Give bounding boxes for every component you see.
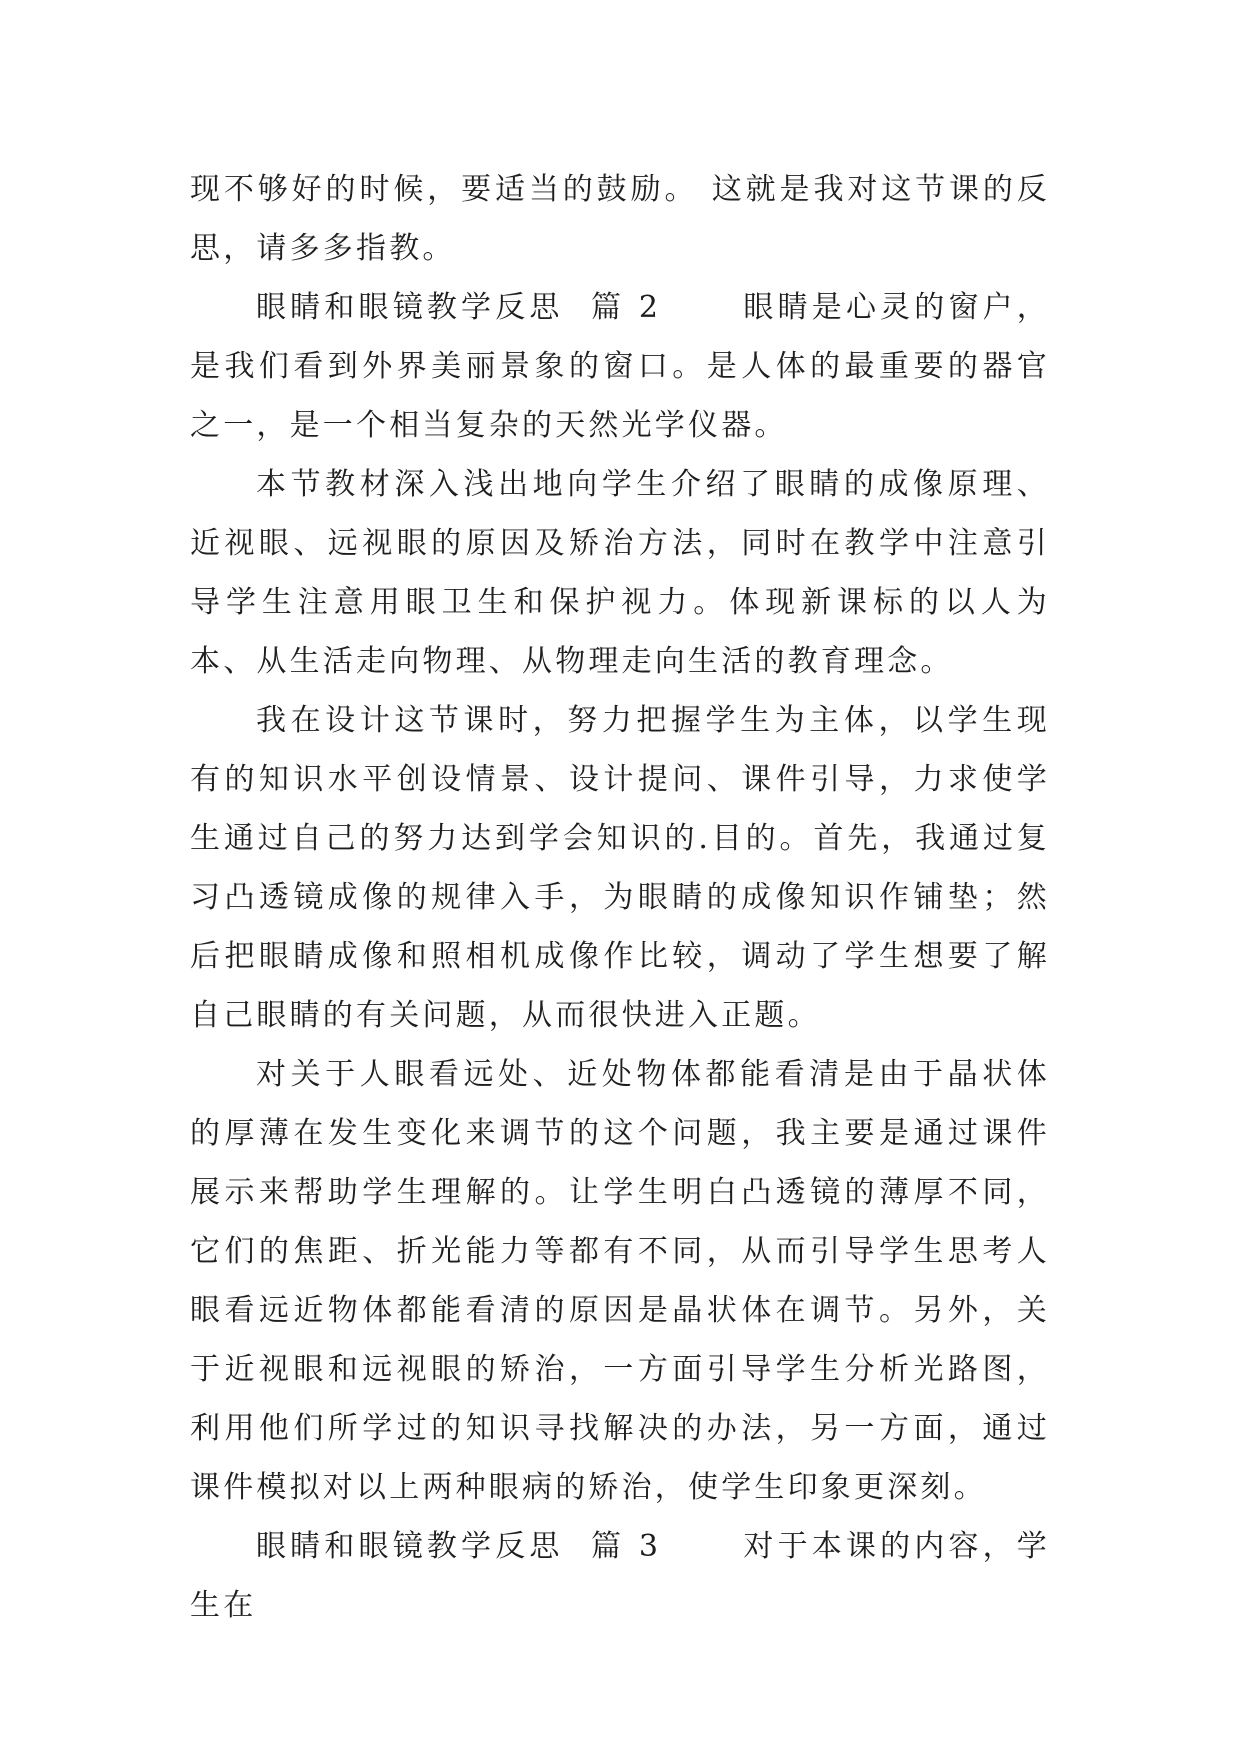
paragraph-text: 我在设计这节课时，努力把握学生为主体，以学生现有的知识水平创设情景、设计提问、课件引导，力求使学生通过自己的努力达到学会知识的.目的。首先，我通过复习凸透镜成像的规律入手，为眼睛的成像知识作铺垫；然后把眼睛成像和照相机成像作比较，调动了学生想要了解自己眼睛的有关问题，从而很快进入正题。	[190, 703, 1050, 1033]
section-heading-3: 眼睛和眼镜教学反思 篇 3	[256, 1529, 662, 1564]
document-body	[190, 160, 1050, 1635]
paragraph-text: 对于本课的内容，学生在	[190, 1529, 1051, 1623]
paragraph-2	[190, 278, 1050, 455]
paragraph-text: 眼睛是心灵的窗户，是我们看到外界美丽景象的窗口。是人体的最重要的器官之一，是一个相当复杂的天然光学仪器。	[190, 290, 1051, 443]
paragraph-text: 本节教材深入浅出地向学生介绍了眼睛的成像原理、近视眼、远视眼的原因及矫治方法，同时在教学中注意引导学生注意用眼卫生和保护视力。体现新课标的以人为本、从生活走向物理、从物理走向生活的教育理念。	[190, 467, 1050, 679]
paragraph-6	[190, 1517, 1050, 1635]
paragraph-text: 对关于人眼看远处、近处物体都能看清是由于晶状体的厚薄在发生变化来调节的这个问题，我主要是通过课件展示来帮助学生理解的。让学生明白凸透镜的薄厚不同，它们的焦距、折光能力等都有不同，从而引导学生思考人眼看远近物体都能看清的原因是晶状体在调节。另外，关于近视眼和远视眼的矫治，一方面引导学生分析光路图，利用他们所学过的知识寻找解决的办法，另一方面，通过课件模拟对以上两种眼病的矫治，使学生印象更深刻。	[190, 1057, 1050, 1505]
paragraph-4	[190, 691, 1050, 1045]
paragraph-1	[190, 160, 1050, 278]
paragraph-text: 现不够好的时候，要适当的鼓励。 这就是我对这节课的反思，请多多指教。	[190, 172, 1050, 266]
paragraph-5	[190, 1045, 1050, 1517]
paragraph-3	[190, 455, 1050, 691]
section-heading-2: 眼睛和眼镜教学反思 篇 2	[256, 290, 662, 325]
